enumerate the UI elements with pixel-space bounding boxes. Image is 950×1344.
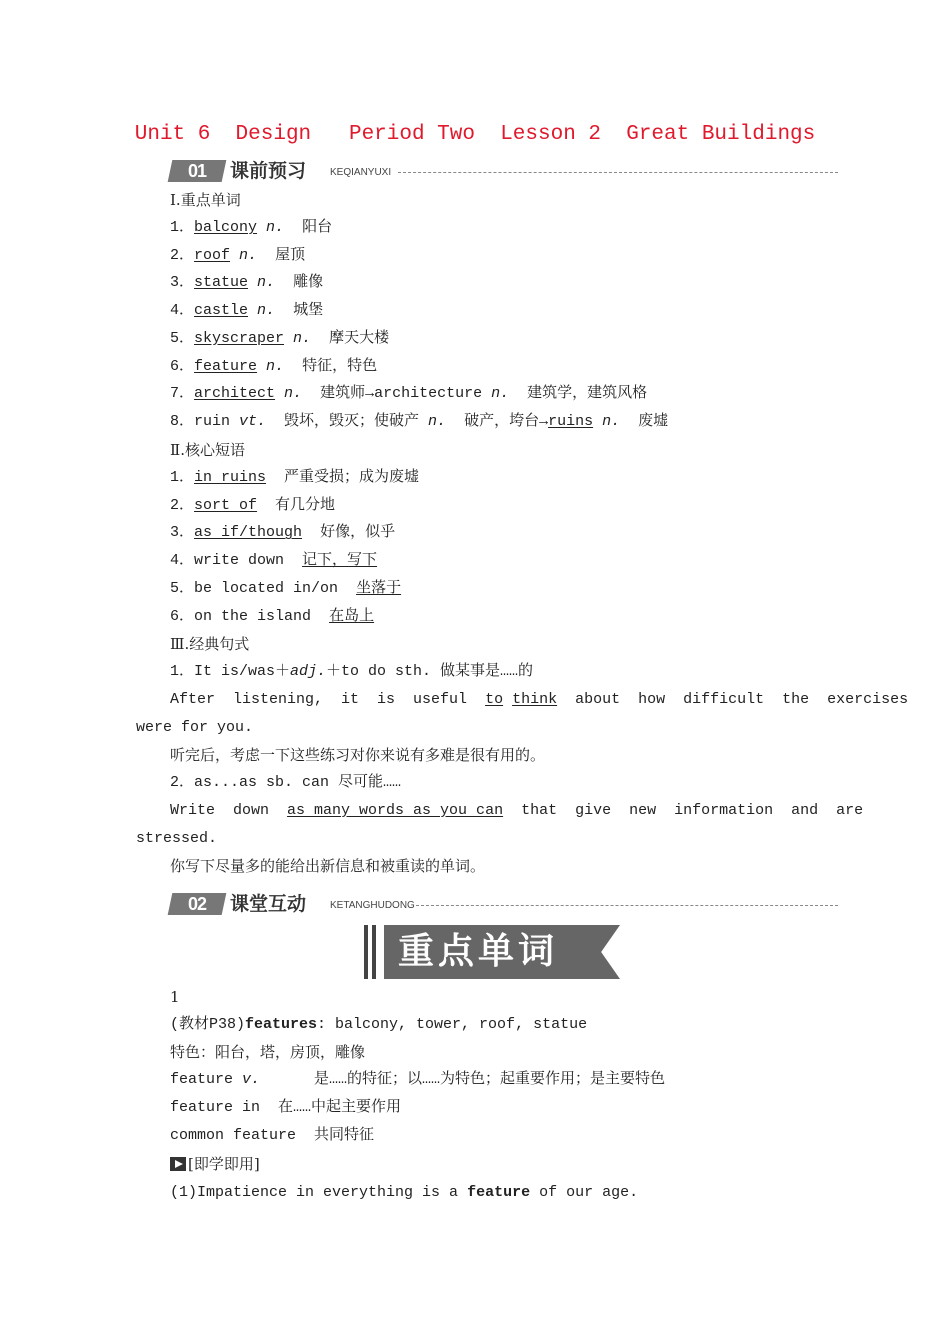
item-line-1: (教材P38)features: balcony, tower, roof, statue	[170, 1016, 588, 1033]
divider	[416, 905, 838, 906]
vocab-item: 1．balcony n. 阳台	[170, 219, 333, 236]
translation-1: 听完后，考虑一下这些练习对你来说有多难是很有用的。	[170, 746, 546, 764]
play-icon	[170, 1157, 186, 1171]
phrase-item: 2．sort of 有几分地	[170, 496, 336, 514]
example-sentence-2: Write down as many words as you can that give new information and are	[170, 802, 864, 819]
item-line-3: feature v. 是……的特征；以……为特色；起重要作用；是主要特色	[170, 1071, 666, 1088]
phrase-heading: Ⅱ.核心短语	[170, 441, 245, 459]
section-number-badge: 01	[168, 160, 227, 182]
page-title: Unit 6 Design Period Two Lesson 2 Great Buildings	[134, 123, 816, 146]
phrase-item: 6．on the island 在岛上	[170, 607, 375, 625]
vocab-item: 3．statue n. 雕像	[170, 274, 324, 292]
banner-text: 重点单词	[398, 931, 559, 972]
vocab-item: 4．castle n. 城堡	[170, 302, 324, 320]
vocab-item-8: 8．ruin vt. 毁坏，毁灭；使破产 n. 破产，垮台→ruins n. 废墟	[170, 413, 669, 430]
vocab-heading: Ⅰ.重点单词	[170, 191, 241, 209]
section-banner-class	[170, 891, 838, 919]
example-sentence-1-cont: were for you.	[136, 719, 254, 736]
vocab-item: 2．roof n. 屋顶	[170, 246, 306, 264]
translation-2: 你写下尽量多的能给出新信息和被重读的单词。	[170, 857, 486, 875]
example-sentence-2-cont: stressed.	[136, 830, 218, 847]
key-words-banner	[364, 925, 620, 979]
vocab-item: 7．architect n. 建筑师→architecture n. 建筑学，建筑风格	[170, 385, 648, 403]
phrase-item: 3．as if/though 好像，似乎	[170, 524, 396, 542]
section-pinyin: KETANGHUDONG	[330, 900, 415, 911]
sentence-heading: Ⅲ.经典句式	[170, 635, 250, 653]
section-label: 课堂互动	[230, 893, 307, 915]
vocab-item: 5．skyscraper n. 摩天大楼	[170, 329, 390, 347]
section-label: 课前预习	[230, 160, 307, 182]
example-sentence-1: After listening, it is useful to think about how difficult the exercises	[170, 691, 909, 708]
item-line-4: feature in 在……中起主要作用	[170, 1099, 402, 1116]
section-pinyin: KEQIANYUXI	[330, 167, 392, 178]
phrase-item: 5．be located in/on 坐落于	[170, 579, 402, 597]
vocab-item: 6．feature n. 特征，特色	[170, 357, 378, 375]
item-line-2: 特色：阳台，塔，房顶，雕像	[170, 1043, 366, 1061]
practice-label: [即学即用]	[170, 1154, 260, 1174]
divider	[398, 172, 838, 173]
sentence-pattern-2: 2．as...as sb. can 尽可能……	[170, 774, 402, 791]
sentence-pattern-1: 1．It is/was＋adj.＋to do sth. 做某事是……的	[170, 663, 534, 680]
phrase-item: 4．write down 记下，写下	[170, 552, 378, 570]
exercise-1: (1)Impatience in everything is a feature of our age.	[170, 1184, 639, 1201]
section-number-badge: 02	[168, 893, 227, 915]
section-banner-preview	[170, 158, 838, 186]
item-number: 1	[170, 988, 180, 1006]
banner-bar	[372, 925, 376, 979]
banner-bar	[364, 925, 368, 979]
phrase-item: 1．in ruins 严重受损；成为废墟	[170, 469, 420, 486]
item-line-5: common feature 共同特征	[170, 1127, 375, 1144]
